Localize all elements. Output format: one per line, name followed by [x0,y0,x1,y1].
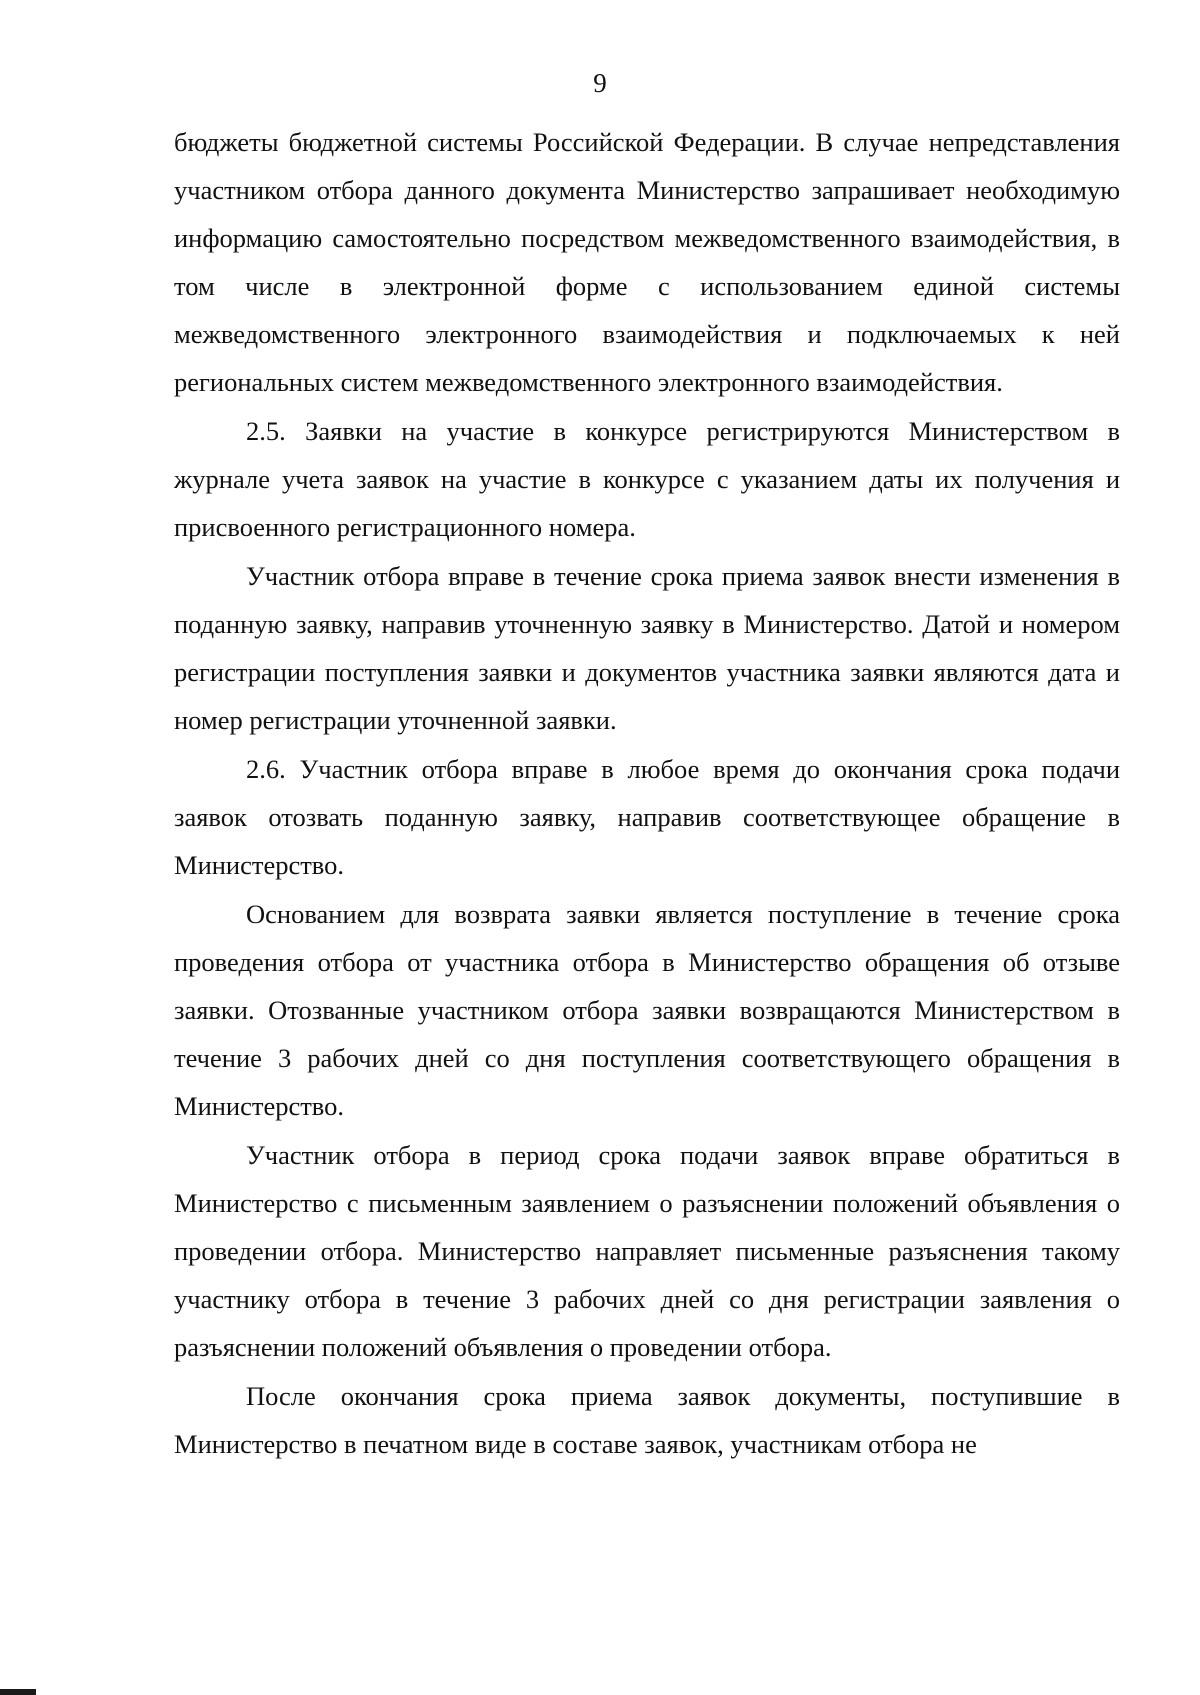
paragraph-amendment: Участник отбора вправе в течение срока приема заявок внести изменения в поданную заявку, направив уточненную заявку в Министерство. Датой и номером регистрации поступления заявки и документов участника заявки являются дата и номер регистрации уточненной заявки. [174,561,1120,735]
paragraph-return-grounds: Основанием для возврата заявки является поступление в течение срока проведения отбора от участника отбора в Министерство обращения об отзыве заявки. Отозванные участником отбора заявки возвращаются Министерством в течение 3 рабочих дней со дня поступления соответствующего обращения в Министерство. [174,899,1120,1121]
document-body [174,118,1120,1468]
paragraph-after-deadline: После окончания срока приема заявок документы, поступившие в Министерство в печатном виде в составе заявок, участникам отбора не [174,1381,1120,1459]
scan-edge-mark [0,1689,36,1695]
paragraph-clarification: Участник отбора в период срока подачи заявок вправе обратиться в Министерство с письменным заявлением о разъяснении положений объявления о проведении отбора. Министерство направляет письменные разъяснения такому участнику отбора в течение 3 рабочих дней со дня регистрации заявления о разъяснении положений объявления о проведении отбора. [174,1140,1120,1362]
page-number: 9 [593,68,607,98]
paragraph-2-6: 2.6. Участник отбора вправе в любое время до окончания срока подачи заявок отозвать поданную заявку, направив соответствующее обращение в Министерство. [174,754,1120,880]
paragraph-continuation: бюджеты бюджетной системы Российской Федерации. В случае непредставления участником отбора данного документа Министерство запрашивает необходимую информацию самостоятельно посредством межведомственного взаимодействия, в том числе в электронной форме с использованием единой системы межведомственного электронного взаимодействия и подключаемых к ней региональных систем межведомственного электронного взаимодействия. [174,127,1120,397]
paragraph-2-5: 2.5. Заявки на участие в конкурсе регистрируются Министерством в журнале учета заявок на участие в конкурсе с указанием даты их получения и присвоенного регистрационного номера. [174,416,1120,542]
